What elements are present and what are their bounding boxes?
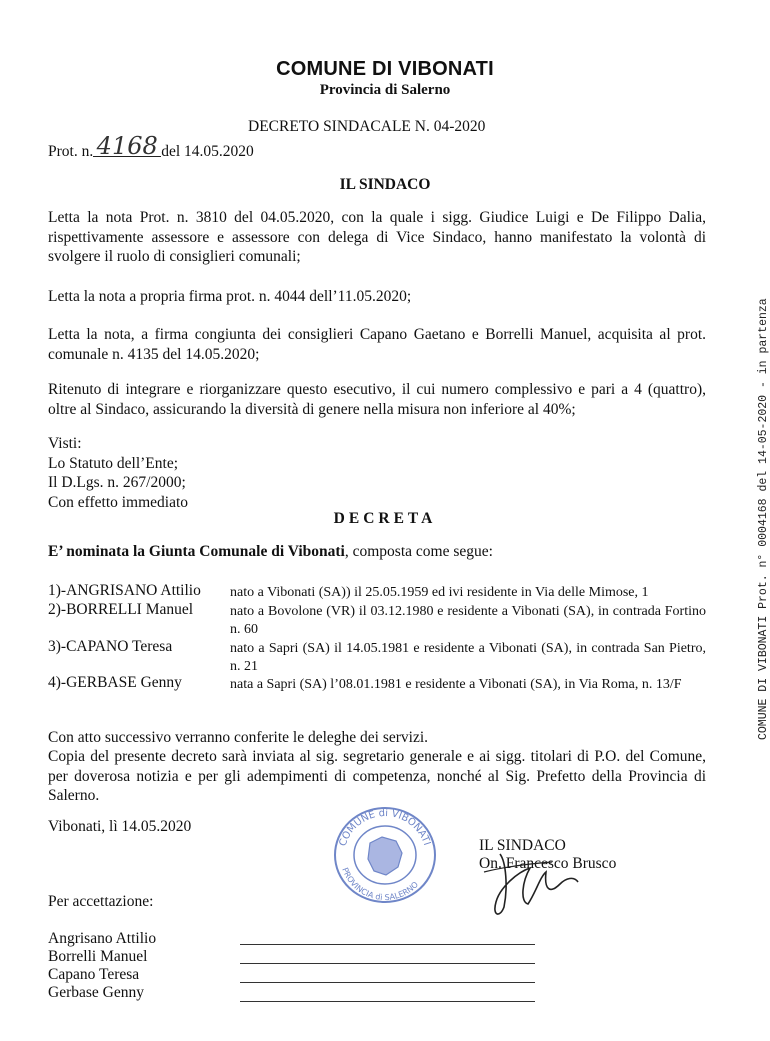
member-name: 3)-CAPANO Teresa — [48, 638, 173, 655]
member-name: 1)-ANGRISANO Attilio — [48, 582, 201, 599]
protocol-line — [48, 132, 254, 161]
nomination-rest: , composta come segue: — [344, 543, 493, 560]
closing-copia: Copia del presente decreto sarà inviata al sig. segretario generale e ai sigg. titolari di P.O. del Comune, per doverosa notizia e per gli adempimenti di competenza, nonché al Sig. Prefetto della Provincia di Salerno. — [48, 748, 706, 804]
protocol-prefix: Prot. n. — [48, 143, 94, 160]
protocol-side-stamp: COMUNE DI VIBONATI Prot. n° 0004168 del 14-05-2020 - in partenza — [757, 298, 770, 740]
visti-line: Il D.Lgs. n. 267/2000; — [48, 474, 186, 491]
signature-line — [240, 963, 535, 964]
nomination-bold: E’ nominata la Giunta Comunale di Vibonati — [48, 543, 345, 560]
place-date: Vibonati, lì 14.05.2020 — [48, 818, 192, 835]
nomination-line — [48, 543, 493, 561]
signatory-name: On. Francesco Brusco — [479, 855, 617, 872]
signatory-title: IL SINDACO — [479, 837, 566, 854]
paragraph-ritenuto: Ritenuto di integrare e riorganizzare questo esecutivo, il cui numero complessivo e pari a 4 (quattro), oltre al Sindaco, assicurando la diversità di genere nella misura non inferiore al 40%; — [48, 381, 706, 418]
acceptance-name: Capano Teresa — [48, 966, 140, 983]
municipal-seal-stamp — [330, 805, 440, 905]
acceptance-name: Angrisano Attilio — [48, 930, 157, 947]
protocol-handwritten-number: 4168 — [93, 136, 161, 157]
member-description: nato a Bovolone (VR) il 03.12.1980 e residente a Vibonati (SA), in contrada Fortino n. 60 — [230, 604, 706, 637]
decree-number: DECRETO SINDACALE N. 04-2020 — [248, 118, 486, 135]
visti-line: Visti: — [48, 435, 82, 452]
closing-deleghe: Con atto successivo verranno conferite le deleghe dei servizi. — [48, 729, 429, 746]
signature-line — [240, 982, 535, 983]
seal-emblem-icon — [368, 837, 402, 875]
member-description: nato a Vibonati (SA)) il 25.05.1959 ed ivi residente in Via delle Mimose, 1 — [230, 585, 649, 600]
member-description: nata a Sapri (SA) l’08.01.1981 e residente a Vibonati (SA), in Via Roma, n. 13/F — [230, 677, 682, 692]
seal-bottom-text: PROVINCIA di SALERNO — [340, 866, 421, 903]
signature-line — [240, 1001, 535, 1002]
protocol-date: del 14.05.2020 — [161, 143, 254, 160]
acceptance-name: Gerbase Genny — [48, 984, 144, 1001]
acceptance-label: Per accettazione: — [48, 893, 154, 910]
seal-top-text: COMUNE di VIBONATI — [337, 807, 433, 848]
handwritten-signature-icon — [470, 832, 590, 922]
member-name: 2)-BORRELLI Manuel — [48, 601, 194, 618]
signature-line — [240, 944, 535, 945]
paragraph-nota-3810: Letta la nota Prot. n. 3810 del 04.05.2020, con la quale i sigg. Giudice Luigi e De Filippo Dalia, rispettivamente assessore e assessore con delega di Vice Sindaco, hanno manifestato la volontà di svolgere il ruolo di consiglieri comunali; — [48, 209, 706, 265]
member-description: nato a Sapri (SA) il 14.05.1981 e residente a Vibonati (SA), in contrada San Pietro, n. 21 — [230, 641, 706, 674]
comune-title: COMUNE DI VIBONATI — [276, 58, 494, 80]
decreta-heading: DECRETA — [333, 510, 437, 527]
paragraph-nota-4135: Letta la nota, a firma congiunta dei consiglieri Capano Gaetano e Borrelli Manuel, acquisita al prot. comunale n. 4135 del 14.05.2020; — [48, 326, 706, 363]
paragraph-nota-4044: Letta la nota a propria firma prot. n. 4044 dell’11.05.2020; — [48, 288, 412, 305]
il-sindaco-heading: IL SINDACO — [339, 176, 431, 193]
visti-line: Con effetto immediato — [48, 493, 189, 511]
visti-line: Lo Statuto dell’Ente; — [48, 454, 179, 472]
member-name: 4)-GERBASE Genny — [48, 674, 182, 691]
acceptance-name: Borrelli Manuel — [48, 948, 148, 965]
provincia-subtitle: Provincia di Salerno — [319, 82, 451, 98]
visti-block — [48, 434, 188, 512]
